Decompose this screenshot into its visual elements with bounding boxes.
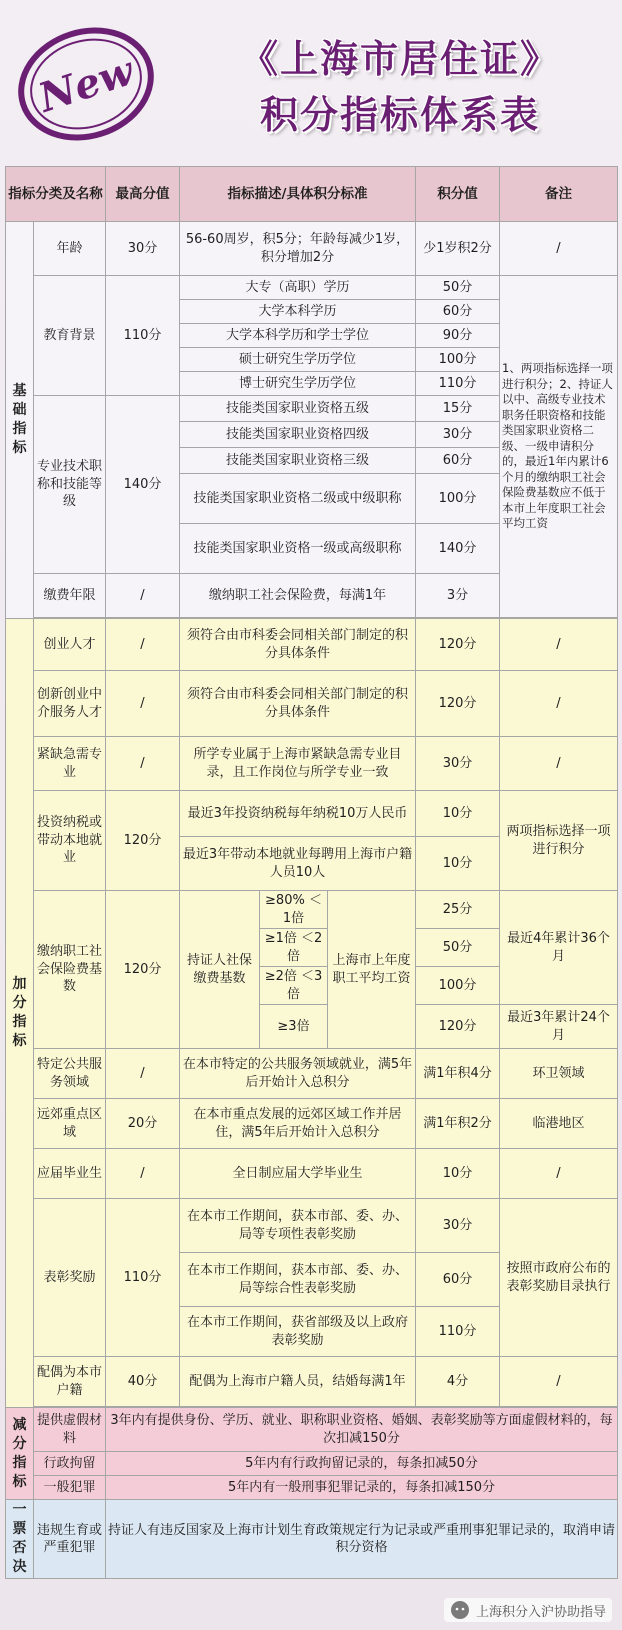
group-minus: 减 分 指 标 (6, 1408, 34, 1500)
row-note: / (500, 737, 618, 791)
header-desc: 指标描述/具体积分标准 (180, 167, 416, 222)
watermark-text: 上海积分入沪协助指导 (475, 1604, 606, 1620)
table-row (6, 891, 618, 929)
row-desc: 在本市特定的公共服务领域就业，满5年后开始计入总积分 (180, 1049, 416, 1099)
row-max: / (106, 1149, 180, 1199)
row-desc: 5年内有行政拘留记录的，每条扣减50分 (106, 1452, 618, 1476)
row-score: 3分 (416, 574, 500, 618)
badge-text: New (33, 47, 140, 122)
row-name: 教育背景 (34, 276, 106, 396)
row-name: 提供虚假材料 (34, 1408, 106, 1452)
row-name: 行政拘留 (34, 1452, 106, 1476)
table-row (6, 619, 618, 671)
header (0, 0, 622, 160)
row-desc: 须符合由市科委会同相关部门制定的积分具体条件 (180, 671, 416, 737)
row-max: / (106, 671, 180, 737)
table-row (6, 671, 618, 737)
row-score: 120分 (416, 671, 500, 737)
title-line-1: 《上海市居住证》 (239, 37, 560, 81)
row-desc: 持证人有违反国家及上海市计划生育政策规定行为记录或严重刑事犯罪记录的，取消申请积分资格 (106, 1500, 618, 1579)
row-name: 应届毕业生 (34, 1149, 106, 1199)
row-desc: 全日制应届大学毕业生 (180, 1149, 416, 1199)
row-desc: 技能类国家职业资格四级 (180, 422, 416, 448)
row-desc: 技能类国家职业资格五级 (180, 396, 416, 422)
row-score: 120分 (416, 619, 500, 671)
row-note: 环卫领域 (500, 1049, 618, 1099)
row-desc: 在本市重点发展的远郊区域工作并居住，满5年后开始计入总积分 (180, 1099, 416, 1149)
header-score: 积分值 (416, 167, 500, 222)
row-score: 满1年积4分 (416, 1049, 500, 1099)
row-max: / (106, 619, 180, 671)
table-row (6, 1476, 618, 1500)
row-score: 25分 (416, 891, 500, 929)
header-max: 最高分值 (106, 167, 180, 222)
row-name: 远郊重点区域 (34, 1099, 106, 1149)
wechat-icon (450, 1600, 470, 1620)
row-desc: 56-60周岁，积5分；年龄每减少1岁，积分增加2分 (180, 222, 416, 276)
group-veto: 一 票 否 决 (6, 1500, 34, 1579)
row-name: 配偶为本市户籍 (34, 1357, 106, 1407)
row-desc: 技能类国家职业资格一级或高级职称 (180, 524, 416, 574)
row-name: 年龄 (34, 222, 106, 276)
table-row (6, 222, 618, 276)
row-score: 100分 (416, 474, 500, 524)
row-name: 表彰奖励 (34, 1199, 106, 1357)
row-desc: 在本市工作期间，获本市部、委、办、局等专项性表彰奖励 (180, 1199, 416, 1253)
row-name: 创新创业中介服务人才 (34, 671, 106, 737)
row-max: 110分 (106, 276, 180, 396)
row-name: 投资纳税或带动本地就业 (34, 791, 106, 891)
row-desc: 最近3年带动本地就业每聘用上海市户籍人员10人 (180, 837, 416, 891)
insurance-range: ≥2倍 ＜3倍 (260, 967, 328, 1005)
table-header (6, 167, 618, 222)
row-desc: 须符合由市科委会同相关部门制定的积分具体条件 (180, 619, 416, 671)
row-score: 100分 (416, 967, 500, 1005)
table-row (6, 276, 618, 300)
row-desc: 配偶为上海市户籍人员，结婚每满1年 (180, 1357, 416, 1407)
row-desc: 大专（高职）学历 (180, 276, 416, 300)
row-score: 少1岁积2分 (416, 222, 500, 276)
table-row (6, 1408, 618, 1452)
row-score: 15分 (416, 396, 500, 422)
insurance-range: ≥1倍 ＜2倍 (260, 929, 328, 967)
row-desc: 技能类国家职业资格二级或中级职称 (180, 474, 416, 524)
row-note: 按照市政府公布的表彰奖励目录执行 (500, 1199, 618, 1357)
row-score: 10分 (416, 837, 500, 891)
table-row (6, 737, 618, 791)
row-desc: 在本市工作期间，获本市部、委、办、局等综合性表彰奖励 (180, 1253, 416, 1307)
row-desc: 所学专业属于上海市紧缺急需专业目录，且工作岗位与所学专业一致 (180, 737, 416, 791)
row-max: 30分 (106, 222, 180, 276)
row-name: 紧缺急需专业 (34, 737, 106, 791)
row-desc: 硕士研究生学历学位 (180, 348, 416, 372)
row-score: 140分 (416, 524, 500, 574)
row-desc: 缴纳职工社会保险费，每满1年 (180, 574, 416, 618)
row-note: / (500, 222, 618, 276)
row-max: 40分 (106, 1357, 180, 1407)
row-score: 30分 (416, 1199, 500, 1253)
row-max: 120分 (106, 791, 180, 891)
row-name: 创业人才 (34, 619, 106, 671)
row-max: / (106, 1049, 180, 1099)
new-badge-icon (14, 6, 164, 156)
watermark (444, 1598, 612, 1622)
row-max: 120分 (106, 891, 180, 1049)
table-row (6, 1199, 618, 1253)
table-row (6, 1149, 618, 1199)
row-score: 60分 (416, 300, 500, 324)
row-note: 1、两项指标选择一项进行积分；2、持证人以中、高级专业技术职务任职资格和技能类国家职业资格二级、一级申请积分的，最近1年内累计6个月的缴纳职工社会保险费基数应不低于本市上年度职工社会平均工资 (500, 276, 618, 618)
row-desc: 大学本科学历和学士学位 (180, 324, 416, 348)
title-line-2: 积分指标体系表 (259, 93, 540, 137)
row-max: / (106, 737, 180, 791)
points-table (5, 166, 618, 1579)
row-name: 缴费年限 (34, 574, 106, 618)
row-name: 专业技术职称和技能等级 (34, 396, 106, 574)
row-max: 140分 (106, 396, 180, 574)
row-desc: 技能类国家职业资格三级 (180, 448, 416, 474)
row-score: 30分 (416, 737, 500, 791)
row-note: / (500, 671, 618, 737)
table-row (6, 791, 618, 837)
row-score: 110分 (416, 1307, 500, 1357)
row-name: 特定公共服务领域 (34, 1049, 106, 1099)
insurance-range: ≥80% ＜1倍 (260, 891, 328, 929)
table-row (6, 1357, 618, 1407)
row-score: 90分 (416, 324, 500, 348)
row-name: 一般犯罪 (34, 1476, 106, 1500)
row-note: / (500, 1149, 618, 1199)
table-row (6, 1099, 618, 1149)
row-score: 10分 (416, 791, 500, 837)
group-basic: 基 础 指 标 (6, 222, 34, 619)
insurance-range: ≥3倍 (260, 1005, 328, 1049)
row-score: 30分 (416, 422, 500, 448)
row-note: / (500, 1357, 618, 1407)
row-desc: 5年内有一般刑事犯罪记录的，每条扣减150分 (106, 1476, 618, 1500)
row-note: 临港地区 (500, 1099, 618, 1149)
row-score: 满1年积2分 (416, 1099, 500, 1149)
table-row (6, 1452, 618, 1476)
row-max: 110分 (106, 1199, 180, 1357)
row-desc: 最近3年投资纳税每年纳税10万人民币 (180, 791, 416, 837)
row-note: / (500, 619, 618, 671)
row-max: / (106, 574, 180, 618)
table-row (6, 1500, 618, 1579)
row-note: 最近4年累计36个月 (500, 891, 618, 1005)
row-score: 10分 (416, 1149, 500, 1199)
row-score: 4分 (416, 1357, 500, 1407)
row-note: 最近3年累计24个月 (500, 1005, 618, 1049)
row-name: 违规生育或严重犯罪 (34, 1500, 106, 1579)
row-score: 110分 (416, 372, 500, 396)
row-score: 50分 (416, 276, 500, 300)
row-desc: 大学本科学历 (180, 300, 416, 324)
row-desc: 3年内有提供身份、学历、就业、职称职业资格、婚姻、表彰奖励等方面虚假材料的，每次扣减150分 (106, 1408, 618, 1452)
insurance-label: 持证人社保缴费基数 (180, 891, 260, 1049)
table-row (6, 1049, 618, 1099)
group-bonus: 加 分 指 标 (6, 619, 34, 1408)
insurance-ref: 上海市上年度职工平均工资 (328, 891, 416, 1049)
row-score: 120分 (416, 1005, 500, 1049)
header-category: 指标分类及名称 (6, 167, 106, 222)
header-note: 备注 (500, 167, 618, 222)
row-note: 两项指标选择一项进行积分 (500, 791, 618, 891)
row-score: 60分 (416, 1253, 500, 1307)
row-score: 60分 (416, 448, 500, 474)
row-score: 50分 (416, 929, 500, 967)
row-name: 缴纳职工社会保险费基数 (34, 891, 106, 1049)
row-desc: 在本市工作期间，获省部级及以上政府表彰奖励 (180, 1307, 416, 1357)
row-score: 100分 (416, 348, 500, 372)
row-max: 20分 (106, 1099, 180, 1149)
row-desc: 博士研究生学历学位 (180, 372, 416, 396)
